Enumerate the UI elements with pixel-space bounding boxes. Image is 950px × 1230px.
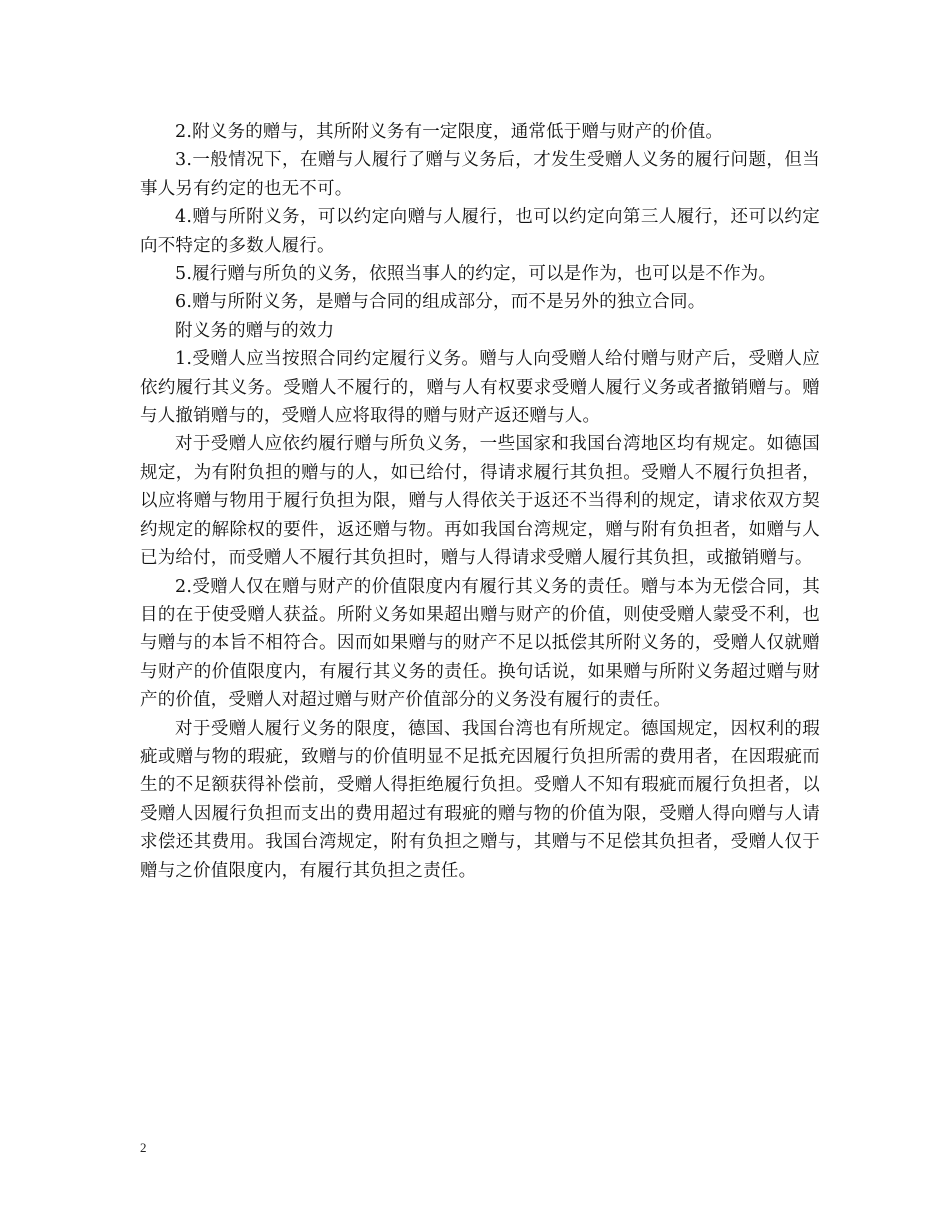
paragraph: 6.赠与所附义务，是赠与合同的组成部分，而不是另外的独立合同。 bbox=[175, 292, 706, 313]
section-heading: 附义务的赠与的效力 bbox=[175, 320, 335, 341]
page-number: 2 bbox=[140, 1140, 147, 1155]
paragraph: 对于受赠人应依约履行赠与所负义务，一些国家和我国台湾地区均有规定。如德国规定，为有附负担的赠与的人，如已给付，得请求履行其负担。受赠人不履行负担者，以应将赠与物用于履行负担为限，赠与人得依关于返还不当得利的规定，请求依双方契约规定的解除权的要件，返还赠与物。再如我国台湾规定，赠与附有负担者，如赠与人已为给付，而受赠人不履行其负担时，赠与人得请求受赠人履行其负担，或撤销赠与。 bbox=[140, 434, 820, 569]
document-body bbox=[140, 118, 820, 885]
paragraph: 3.一般情况下，在赠与人履行了赠与义务后，才发生受赠人义务的履行问题，但当事人另有约定的也无不可。 bbox=[140, 150, 820, 199]
paragraph: 2.附义务的赠与，其所附义务有一定限度，通常低于赠与财产的价值。 bbox=[175, 122, 724, 142]
paragraph: 对于受赠人履行义务的限度，德国、我国台湾也有所规定。德国规定，因权利的瑕疵或赠与物的瑕疵，致赠与的价值明显不足抵充因履行负担所需的费用者，在因瑕疵而生的不足额获得补偿前，受赠人得拒绝履行负担。受赠人不知有瑕疵而履行负担者，以受赠人因履行负担而支出的费用超过有瑕疵的赠与物的价值为限，受赠人得向赠与人请求偿还其费用。我国台湾规定，附有负担之赠与，其赠与不足偿其负担者，受赠人仅于赠与之价值限度内，有履行其负担之责任。 bbox=[140, 718, 820, 881]
paragraph: 2.受赠人仅在赠与财产的价值限度内有履行其义务的责任。赠与本为无偿合同，其目的在于使受赠人获益。所附义务如果超出赠与财产的价值，则使受赠人蒙受不利，也与赠与的本旨不相符合。因而如果赠与的财产不足以抵偿其所附义务的，受赠人仅就赠与财产的价值限度内，有履行其义务的责任。换句话说，如果赠与所附义务超过赠与财产的价值，受赠人对超过赠与财产价值部分的义务没有履行的责任。 bbox=[140, 576, 820, 711]
paragraph: 5.履行赠与所负的义务，依照当事人的约定，可以是作为，也可以是不作为。 bbox=[175, 264, 777, 285]
paragraph: 1.受赠人应当按照合同约定履行义务。赠与人向受赠人给付赠与财产后，受赠人应依约履行其义务。受赠人不履行的，赠与人有权要求受赠人履行义务或者撤销赠与。赠与人撤销赠与的，受赠人应将取得的赠与财产返还赠与人。 bbox=[140, 349, 820, 427]
paragraph: 4.赠与所附义务，可以约定向赠与人履行，也可以约定向第三人履行，还可以约定向不特定的多数人履行。 bbox=[140, 207, 820, 256]
